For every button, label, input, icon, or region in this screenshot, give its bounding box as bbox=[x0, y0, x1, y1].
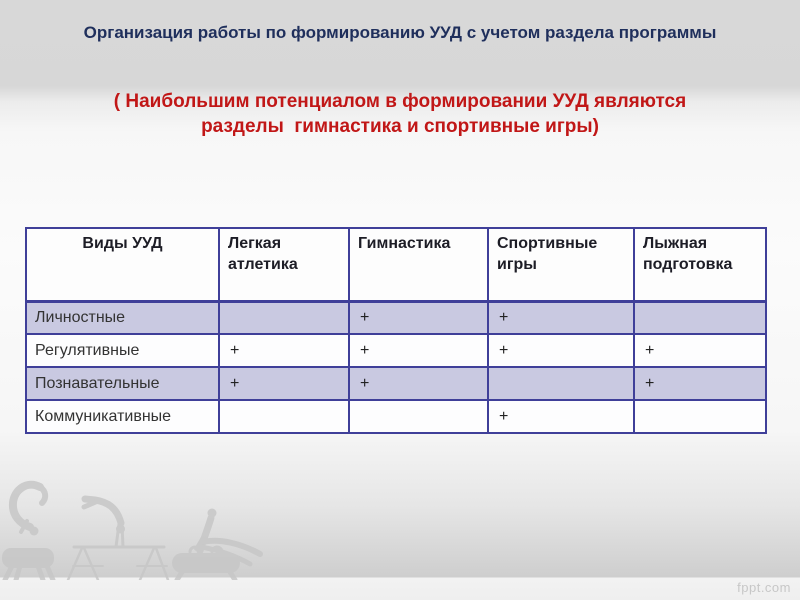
slide-title: Организация работы по формированию УУД с учетом раздела программы bbox=[83, 23, 717, 42]
table-header-row bbox=[26, 228, 766, 301]
mark-cell bbox=[349, 400, 488, 433]
mark-cell: + bbox=[634, 334, 766, 367]
mark-cell: + bbox=[349, 334, 488, 367]
mark-cell: + bbox=[219, 367, 349, 400]
mark-cell: + bbox=[219, 334, 349, 367]
row-label: Познавательные bbox=[26, 367, 219, 400]
mark-cell: + bbox=[349, 301, 488, 334]
mark-cell: + bbox=[488, 400, 634, 433]
row-label: Коммуникативные bbox=[26, 400, 219, 433]
mark-cell: + bbox=[634, 367, 766, 400]
column-header-athletics: Легкая атлетика bbox=[219, 228, 349, 301]
flipping-gymnast-icon bbox=[13, 485, 45, 536]
mark-cell bbox=[219, 400, 349, 433]
uud-table bbox=[25, 227, 767, 434]
handstand-on-bar-gymnast-icon bbox=[68, 499, 168, 580]
slide-subtitle: ( Наибольшим потенциалом в формировании УУД являются разделы гимнастика и спортивные игры) bbox=[113, 91, 692, 137]
table-row-personal bbox=[26, 301, 766, 334]
mark-cell: + bbox=[488, 334, 634, 367]
pommel-horse-gymnast-icon bbox=[172, 509, 260, 581]
mark-cell bbox=[634, 301, 766, 334]
mark-cell bbox=[488, 367, 634, 400]
mark-cell: + bbox=[488, 301, 634, 334]
gymnast-silhouettes bbox=[0, 470, 290, 580]
mark-cell: + bbox=[349, 367, 488, 400]
column-header-sport-games: Спортивные игры bbox=[488, 228, 634, 301]
mark-cell bbox=[634, 400, 766, 433]
table-row-cognitive bbox=[26, 367, 766, 400]
row-label: Личностные bbox=[26, 301, 219, 334]
mark-cell bbox=[219, 301, 349, 334]
table-row-regulative bbox=[26, 334, 766, 367]
fppt-watermark: fppt.com bbox=[737, 580, 791, 595]
vault-horse-icon bbox=[2, 548, 54, 580]
row-label: Регулятивные bbox=[26, 334, 219, 367]
column-header-gymnastics: Гимнастика bbox=[349, 228, 488, 301]
table-row-communicative bbox=[26, 400, 766, 433]
column-header-uud-types: Виды УУД bbox=[26, 228, 219, 301]
column-header-ski-training: Лыжная подготовка bbox=[634, 228, 766, 301]
